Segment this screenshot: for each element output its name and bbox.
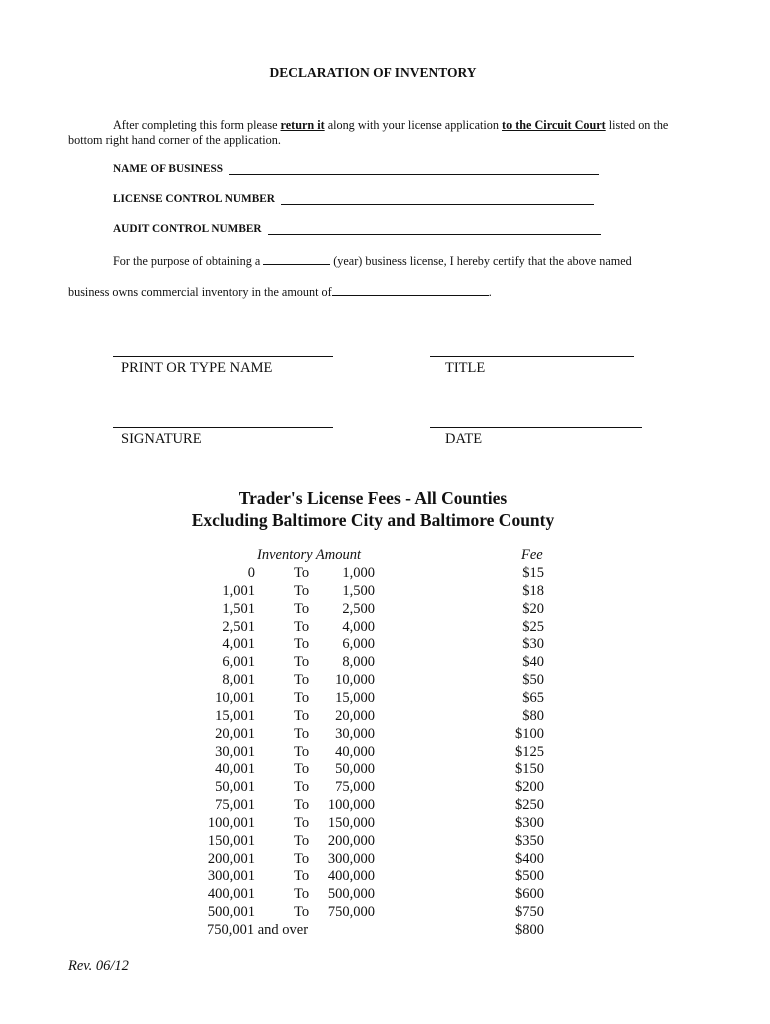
row-fee: $600 <box>515 886 544 903</box>
print-name-label: PRINT OR TYPE NAME <box>121 360 273 376</box>
last-row-fee: $800 <box>515 922 544 938</box>
row-to-word: To <box>294 672 310 689</box>
title-label: TITLE <box>445 360 486 376</box>
last-row-from: 750,001 and over <box>207 922 309 938</box>
signature-line[interactable] <box>113 427 333 428</box>
row-from: 1,001 <box>222 582 255 599</box>
row-to-word: To <box>294 654 310 671</box>
fee-table-row <box>0 744 770 762</box>
row-to: 400,000 <box>327 868 375 885</box>
fee-table-row <box>0 886 770 904</box>
fees-title-line1: Trader's License Fees - All Counties <box>238 488 508 508</box>
row-fee: $250 <box>515 797 544 814</box>
fee-table-row <box>0 779 770 797</box>
row-from: 0 <box>247 565 255 581</box>
row-fee: $350 <box>515 832 544 849</box>
fee-table-row <box>0 904 770 922</box>
row-to: 8,000 <box>342 654 375 671</box>
row-to: 1,500 <box>342 582 375 599</box>
row-to: 10,000 <box>335 672 375 689</box>
revision-note: Rev. 06/12 <box>68 958 129 974</box>
row-from: 150,001 <box>207 832 255 849</box>
row-from: 15,001 <box>215 707 255 724</box>
fee-table-row <box>0 726 770 744</box>
row-to: 6,000 <box>342 636 375 653</box>
row-from: 6,001 <box>222 654 255 671</box>
row-fee: $100 <box>515 725 544 742</box>
row-fee: $18 <box>522 582 544 599</box>
row-from: 200,001 <box>207 850 255 867</box>
fee-table-row <box>0 565 770 583</box>
row-to-word: To <box>294 850 310 867</box>
row-to-word: To <box>294 707 310 724</box>
row-to-word: To <box>294 886 310 903</box>
row-to: 20,000 <box>335 707 375 724</box>
row-to-word: To <box>294 636 310 653</box>
circuit-court-emphasis: to the Circuit Court <box>502 118 606 132</box>
row-fee: $25 <box>522 618 544 635</box>
fee-table-row <box>0 868 770 886</box>
audit-control-number-label: AUDIT CONTROL NUMBER <box>113 223 262 235</box>
fee-table-row <box>0 654 770 672</box>
row-to: 50,000 <box>335 761 375 778</box>
fee-table-row <box>0 833 770 851</box>
row-to-word: To <box>294 565 310 581</box>
row-to: 500,000 <box>327 886 375 903</box>
row-to: 40,000 <box>335 743 375 760</box>
row-to-word: To <box>294 618 310 635</box>
date-label: DATE <box>445 431 483 447</box>
row-from: 20,001 <box>215 725 255 742</box>
row-fee: $400 <box>515 850 544 867</box>
fees-title-line2: Excluding Baltimore City and Baltimore County <box>191 510 555 530</box>
license-control-number-label: LICENSE CONTROL NUMBER <box>113 193 275 205</box>
name-of-business-line[interactable] <box>229 163 599 175</box>
row-fee: $40 <box>522 654 544 671</box>
inventory-amount-statement: business owns commercial inventory in the amount of . <box>68 285 492 299</box>
row-from: 100,001 <box>207 814 255 831</box>
row-fee: $750 <box>515 904 544 921</box>
row-to: 2,500 <box>342 600 375 617</box>
row-to-word: To <box>294 743 310 760</box>
fee-table-row <box>0 851 770 869</box>
inventory-amount-blank[interactable] <box>332 284 489 296</box>
row-to: 750,000 <box>327 904 375 921</box>
fee-table-row <box>0 797 770 815</box>
purpose-statement: For the purpose of obtaining a (year) business license, I hereby certify that the above named <box>113 254 632 268</box>
row-fee: $50 <box>522 672 544 689</box>
row-to: 100,000 <box>327 797 375 814</box>
return-it-emphasis: return it <box>280 118 325 132</box>
row-from: 30,001 <box>215 743 255 760</box>
row-from: 8,001 <box>222 672 255 689</box>
row-from: 2,501 <box>222 618 255 635</box>
row-to: 1,000 <box>342 565 375 581</box>
row-fee: $15 <box>522 565 544 581</box>
audit-control-number-field[interactable] <box>113 223 601 235</box>
name-of-business-field[interactable] <box>113 163 599 175</box>
row-fee: $20 <box>522 600 544 617</box>
row-fee: $125 <box>515 743 544 760</box>
license-control-number-field[interactable] <box>113 193 594 205</box>
fee-table-row <box>0 672 770 690</box>
row-fee: $150 <box>515 761 544 778</box>
row-from: 1,501 <box>222 600 255 617</box>
fee-table-row <box>0 761 770 779</box>
row-to-word: To <box>294 814 310 831</box>
row-from: 40,001 <box>215 761 255 778</box>
fee-table-row <box>0 815 770 833</box>
row-to: 150,000 <box>327 814 375 831</box>
row-from: 50,001 <box>215 779 255 796</box>
license-control-number-line[interactable] <box>281 193 594 205</box>
date-line[interactable] <box>430 427 642 428</box>
row-to-word: To <box>294 779 310 796</box>
signature-label: SIGNATURE <box>121 431 202 447</box>
row-to: 200,000 <box>327 832 375 849</box>
fee-table-row <box>0 690 770 708</box>
year-blank[interactable] <box>263 253 330 265</box>
row-to-word: To <box>294 797 310 814</box>
row-from: 75,001 <box>215 797 255 814</box>
fee-header: Fee <box>521 547 543 563</box>
row-to-word: To <box>294 832 310 849</box>
row-fee: $200 <box>515 779 544 796</box>
fee-table-row <box>0 583 770 601</box>
intro-paragraph: After completing this form please return it along with your license application to the Circuit Court listed on the bottom right hand corner of the application. <box>68 118 669 147</box>
row-to-word: To <box>294 761 310 778</box>
row-to-word: To <box>294 725 310 742</box>
row-from: 500,001 <box>207 904 255 921</box>
fee-table-last-row <box>0 922 770 940</box>
document-title: DECLARATION OF INVENTORY <box>269 65 477 80</box>
audit-control-number-line[interactable] <box>268 223 601 235</box>
row-to-word: To <box>294 582 310 599</box>
row-fee: $65 <box>522 689 544 706</box>
title-line[interactable] <box>430 356 634 357</box>
fee-table-row <box>0 636 770 654</box>
fee-table-row <box>0 619 770 637</box>
row-to: 75,000 <box>335 779 375 796</box>
fee-table-row <box>0 708 770 726</box>
row-to: 4,000 <box>342 618 375 635</box>
row-to-word: To <box>294 689 310 706</box>
row-fee: $300 <box>515 814 544 831</box>
row-from: 4,001 <box>222 636 255 653</box>
row-to-word: To <box>294 600 310 617</box>
row-to: 300,000 <box>327 850 375 867</box>
row-to-word: To <box>294 868 310 885</box>
name-of-business-label: NAME OF BUSINESS <box>113 163 224 175</box>
inventory-amount-header: Inventory Amount <box>257 547 362 563</box>
row-from: 400,001 <box>207 886 255 903</box>
row-from: 300,001 <box>207 868 255 885</box>
row-to: 30,000 <box>335 725 375 742</box>
row-fee: $80 <box>522 707 544 724</box>
row-to-word: To <box>294 904 310 921</box>
fee-table-row <box>0 601 770 619</box>
row-from: 10,001 <box>215 689 255 706</box>
print-name-line[interactable] <box>113 356 333 357</box>
row-fee: $30 <box>522 636 544 653</box>
row-fee: $500 <box>515 868 544 885</box>
row-to: 15,000 <box>335 689 375 706</box>
